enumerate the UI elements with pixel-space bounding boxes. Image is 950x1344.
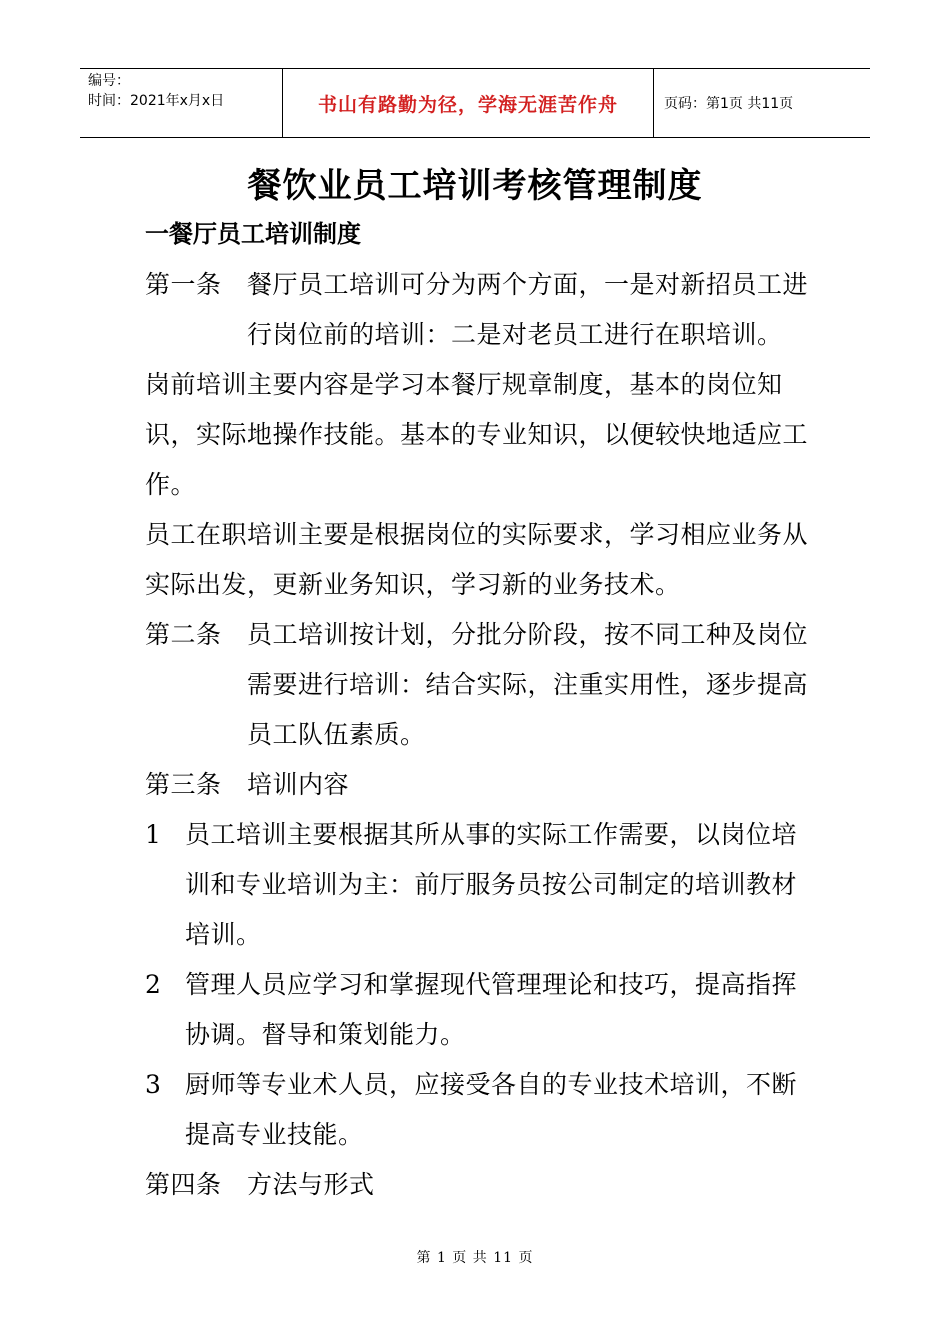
list-item-number: 2 [145, 970, 162, 999]
page-footer: 第 1 页 共 11 页 [416, 1250, 534, 1266]
article-text: 餐厅员工培训可分为两个方面，一是对新招员工进行岗位前的培训：二是对老员工进行在职培训。 [247, 270, 809, 349]
article-text: 员工培训按计划，分批分阶段，按不同工种及岗位需要进行培训：结合实际，注重实用性，逐步提高员工队伍素质。 [247, 620, 809, 749]
document-number-label: 编号： [88, 73, 130, 89]
list-item-text: 管理人员应学习和掌握现代管理理论和技巧，提高指挥协调。督导和策划能力。 [185, 970, 798, 1049]
document-time-label: 时间：2021年x月x日 [88, 93, 225, 109]
article-3 [145, 760, 810, 810]
list-item [145, 810, 810, 960]
section-heading: 一餐厅员工培训制度 [145, 220, 361, 248]
article-label: 第二条 [145, 620, 222, 649]
list-item [145, 960, 810, 1060]
article-label: 第三条 [145, 770, 222, 799]
paragraph-on-job-training: 员工在职培训主要是根据岗位的实际要求，学习相应业务从实际出发，更新业务知识，学习新的业务技术。 [145, 520, 809, 599]
header-page-info: 页码：第1页 共11页 [664, 96, 794, 112]
list-item-text: 员工培训主要根据其所从事的实际工作需要，以岗位培训和专业培训为主：前厅服务员按公司制定的培训教材培训。 [185, 820, 798, 949]
header-motto-cell [282, 69, 654, 137]
header-motto: 书山有路勤为径，学海无涯苦作舟 [317, 93, 618, 116]
document-body [145, 260, 810, 1210]
article-4 [145, 1160, 810, 1210]
list-item [145, 1060, 810, 1160]
paragraph-pre-job-training: 岗前培训主要内容是学习本餐厅规章制度，基本的岗位知识，实际地操作技能。基本的专业知识，以便较快地适应工作。 [145, 370, 809, 499]
list-item-number: 3 [145, 1070, 162, 1099]
list-item-text: 厨师等专业术人员，应接受各自的专业技术培训，不断提高专业技能。 [185, 1070, 798, 1149]
header-meta [80, 69, 282, 137]
article-2 [145, 610, 810, 760]
article-text: 培训内容 [247, 770, 350, 799]
article-text: 方法与形式 [247, 1170, 375, 1199]
page-header [80, 68, 870, 138]
document-title: 餐饮业员工培训考核管理制度 [247, 166, 703, 206]
article-label: 第四条 [145, 1170, 222, 1199]
list-item-number: 1 [145, 820, 162, 849]
article-label: 第一条 [145, 270, 222, 299]
article-1 [145, 260, 810, 360]
